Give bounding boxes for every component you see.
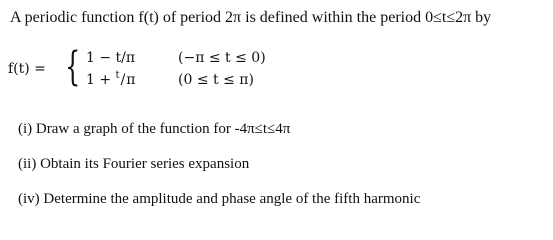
case2-denominator: π	[126, 72, 136, 88]
question-item: (i) Draw a graph of the function for -4π≤t≤4π	[18, 121, 291, 137]
equation-lhs: f(t) =	[8, 61, 46, 77]
case2-numerator: t	[115, 70, 120, 81]
question-item: (ii) Obtain its Fourier series expansion	[18, 156, 250, 172]
fraction-slash: /	[120, 72, 126, 88]
left-brace: {	[65, 44, 81, 90]
problem-intro: A periodic function f(t) of period 2π is defined within the period 0≤t≤2π by	[10, 9, 492, 26]
case1-expression: 1 − t/π	[86, 50, 136, 66]
piecewise-equation	[8, 46, 308, 92]
question-item: (iv) Determine the amplitude and phase angle of the fifth harmonic	[18, 191, 421, 207]
case2-condition: (0 ≤ t ≤ π)	[178, 72, 254, 88]
case1-condition: (−π ≤ t ≤ 0)	[178, 50, 266, 66]
case2-expression	[86, 72, 136, 88]
case2-expression-base: 1 +	[86, 72, 112, 88]
